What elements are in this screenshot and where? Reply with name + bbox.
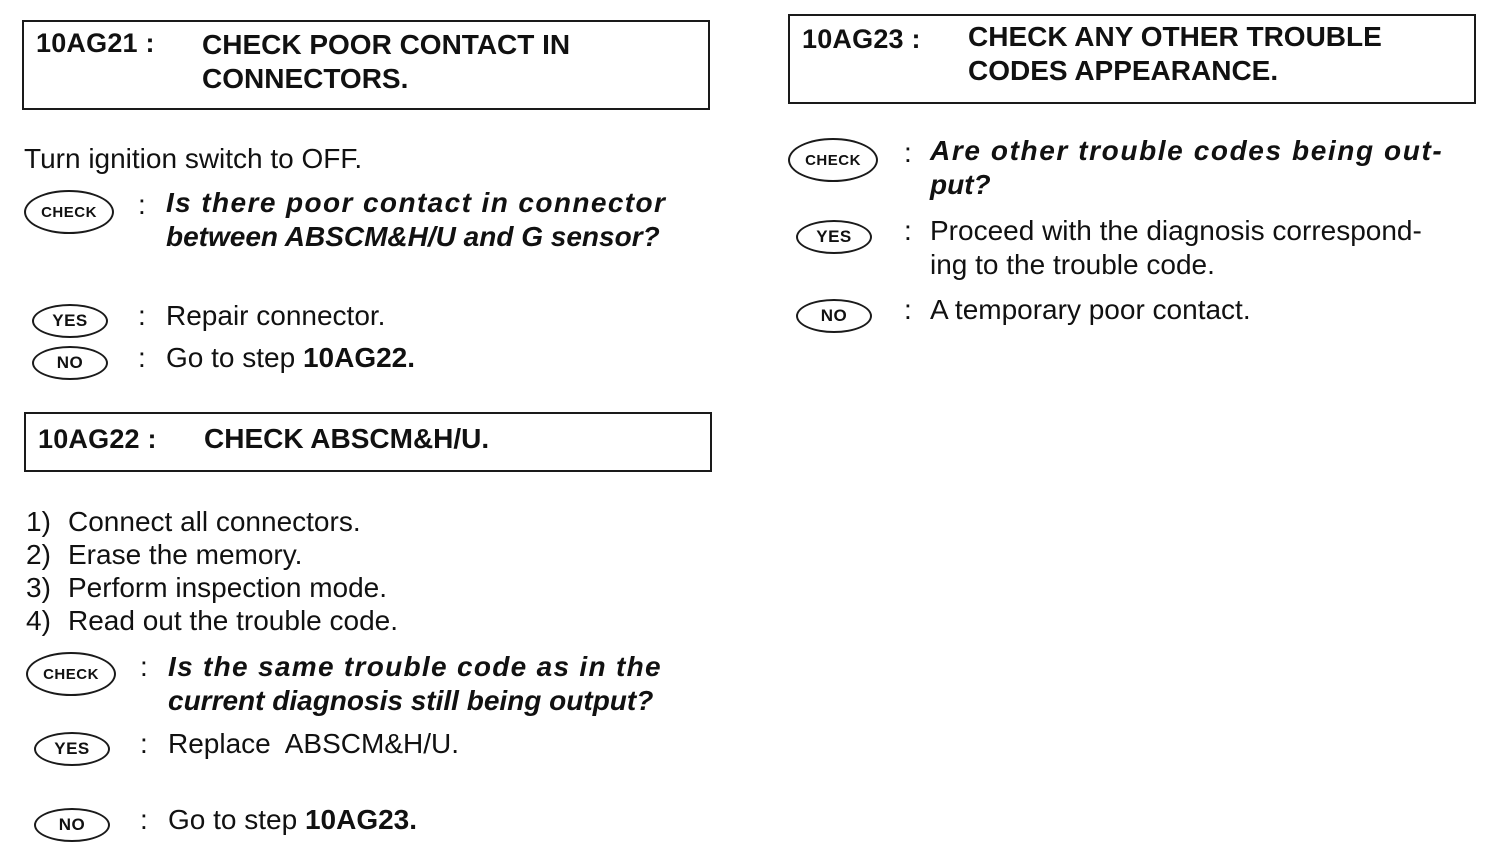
no-action-prefix: Go to step: [166, 342, 303, 373]
colon: :: [140, 728, 148, 759]
colon: :: [138, 300, 146, 331]
check-question-line2: current diagnosis still being output?: [168, 685, 654, 716]
step-title-line1: CHECK ABSCM&H/U.: [204, 423, 490, 454]
no-action-prefix: Go to step: [168, 804, 305, 835]
colon: :: [140, 651, 148, 682]
step-title-line2: CODES APPEARANCE.: [968, 55, 1279, 86]
check-tag: CHECK: [26, 652, 116, 696]
check-question-line1: Is there poor contact in connector: [166, 187, 667, 218]
check-tag: CHECK: [788, 138, 878, 182]
yes-action: Repair connector.: [166, 300, 386, 331]
check-tag: CHECK: [24, 190, 114, 234]
yes-tag: YES: [32, 304, 108, 338]
check-question-line2: put?: [930, 169, 991, 200]
list-number: 4): [26, 605, 51, 636]
step-id: 10AG21 :: [36, 28, 155, 58]
list-number: 3): [26, 572, 51, 603]
check-question-line1: Are other trouble codes being out-: [930, 135, 1444, 166]
yes-tag: YES: [796, 220, 872, 254]
step-title-line1: CHECK POOR CONTACT IN: [202, 29, 571, 60]
colon: :: [904, 215, 912, 246]
list-item: Perform inspection mode.: [68, 572, 388, 603]
colon: :: [904, 294, 912, 325]
yes-action-line2: ing to the trouble code.: [930, 249, 1215, 280]
list-item: Connect all connectors.: [68, 506, 361, 537]
check-question-line2: between ABSCM&H/U and G sensor?: [166, 221, 660, 252]
colon: :: [138, 342, 146, 373]
colon: :: [904, 137, 912, 168]
step-id: 10AG22 :: [38, 424, 157, 454]
step-10ag23-header: [788, 14, 1476, 104]
no-tag: NO: [796, 299, 872, 333]
step-10ag21-header: [22, 20, 710, 110]
step-id: 10AG23 :: [802, 24, 921, 54]
list-number: 2): [26, 539, 51, 570]
list-number: 1): [26, 506, 51, 537]
no-tag: NO: [32, 346, 108, 380]
yes-action: Replace ABSCM&H/U.: [168, 728, 459, 759]
no-action: [166, 341, 415, 375]
no-tag: NO: [34, 808, 110, 842]
list-item: Erase the memory.: [68, 539, 303, 570]
yes-action-line1: Proceed with the diagnosis correspond-: [930, 215, 1422, 246]
step-title-line2: CONNECTORS.: [202, 63, 409, 94]
yes-tag: YES: [34, 732, 110, 766]
step-reference: 10AG22.: [302, 342, 416, 373]
step-title-line1: CHECK ANY OTHER TROUBLE: [968, 21, 1382, 52]
no-action: [168, 803, 417, 837]
step-reference: 10AG23.: [304, 804, 418, 835]
colon: :: [140, 804, 148, 835]
list-item: Read out the trouble code.: [68, 605, 399, 636]
colon: :: [138, 189, 146, 220]
no-action: A temporary poor contact.: [930, 294, 1251, 325]
instruction-text: Turn ignition switch to OFF.: [24, 143, 363, 174]
check-question-line1: Is the same trouble code as in the: [168, 651, 662, 682]
step-10ag22-header: [24, 412, 712, 472]
